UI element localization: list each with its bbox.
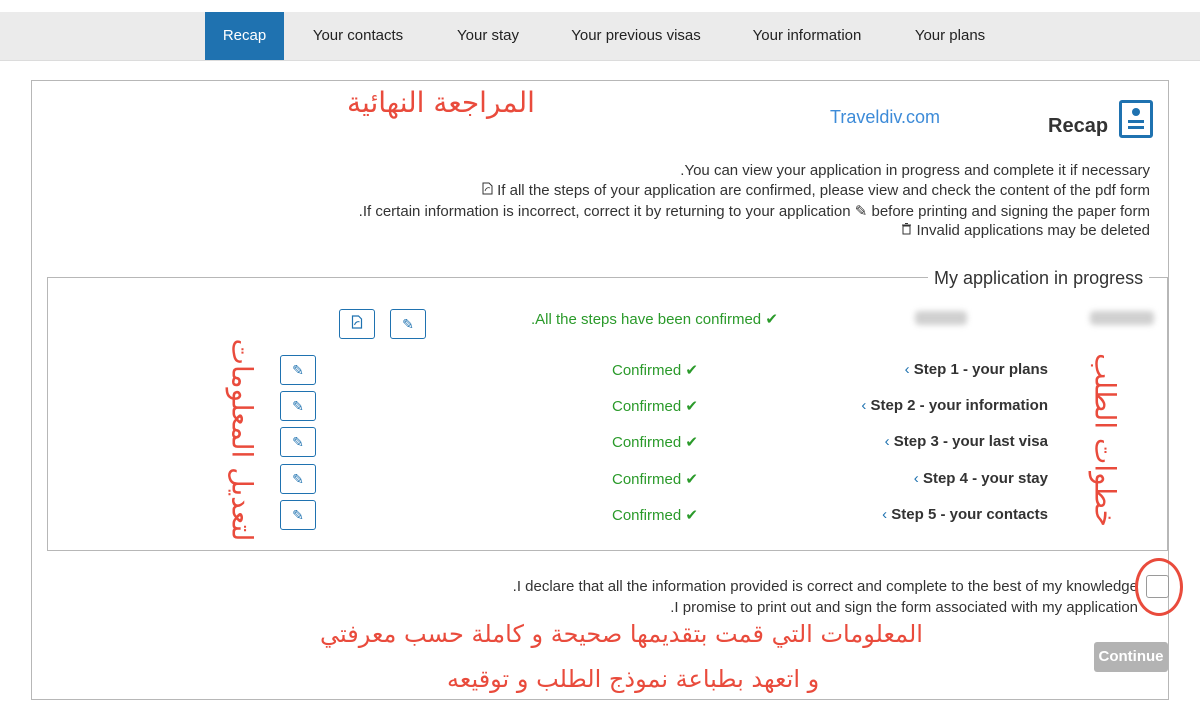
annotation-circle (1135, 558, 1183, 616)
view-pdf-button[interactable] (339, 309, 375, 339)
blurred-text (915, 311, 967, 325)
tab-your-stay[interactable]: Your stay (457, 27, 519, 44)
pencil-icon: ✎ (402, 316, 414, 332)
pencil-icon: ✎ (292, 362, 304, 378)
chevron-left-icon: ‹ (861, 397, 867, 414)
step-2-status: Confirmed ✔ (612, 398, 698, 415)
check-icon: ✔ (685, 471, 698, 488)
annotation-request-steps: خطوات الطلب (1088, 353, 1122, 527)
check-icon: ✔ (685, 434, 698, 451)
intro-line-1: .You can view your application in progress and complete it if necessary (680, 162, 1150, 179)
continue-button[interactable]: Continue (1094, 642, 1168, 672)
pencil-icon: ✎ (854, 203, 868, 220)
pencil-icon: ✎ (292, 471, 304, 487)
id-card-icon (1119, 100, 1153, 138)
pdf-icon (351, 316, 363, 332)
edit-step-4-button[interactable] (280, 464, 316, 494)
chevron-left-icon: ‹ (884, 433, 890, 450)
application-legend: My application in progress (928, 268, 1149, 289)
chevron-left-icon: ‹ (904, 361, 910, 378)
edit-application-button[interactable] (390, 309, 426, 339)
check-icon: ✔ (685, 398, 698, 415)
step-5-label[interactable]: ‹ Step 5 - your contacts (882, 506, 1048, 523)
annotation-edit-info: لتعديل المعلومات (225, 338, 259, 542)
pencil-icon: ✎ (292, 507, 304, 523)
page-title: Recap (1048, 115, 1109, 137)
edit-step-5-button[interactable] (280, 500, 316, 530)
tab-your-contacts[interactable]: Your contacts (312, 27, 404, 44)
intro-line-4: Invalid applications may be deleted (901, 222, 1150, 239)
pencil-icon: ✎ (292, 398, 304, 414)
step-5-status: Confirmed ✔ (612, 507, 698, 524)
chevron-left-icon: ‹ (913, 470, 919, 487)
step-4-label[interactable]: ‹ Step 4 - your stay (913, 470, 1048, 487)
pencil-icon: ✎ (292, 434, 304, 450)
blurred-text (1090, 311, 1154, 325)
step-1-status: Confirmed ✔ (612, 362, 698, 379)
top-nav (0, 12, 1200, 61)
tab-your-plans[interactable]: Your plans (914, 27, 986, 44)
step-3-status: Confirmed ✔ (612, 434, 698, 451)
annotation-final-review: المراجعة النهائية (347, 86, 535, 119)
all-confirmed-message: .All the steps have been confirmed ✔ (531, 311, 778, 328)
edit-step-2-button[interactable] (280, 391, 316, 421)
intro-line-2: If all the steps of your application are confirmed, please view and check the content of the pdf form (482, 182, 1150, 199)
tab-your-information[interactable]: Your information (752, 27, 862, 44)
tab-your-previous-visas[interactable]: Your previous visas (571, 27, 701, 44)
step-2-label[interactable]: ‹ Step 2 - your information (861, 397, 1048, 414)
annotation-info-correct: المعلومات التي قمت بتقديمها صحيحة و كاملة حسب معرفتي (320, 620, 923, 648)
trash-icon (901, 222, 916, 239)
edit-step-3-button[interactable] (280, 427, 316, 457)
check-icon: ✔ (685, 362, 698, 379)
declaration-line-1: .I declare that all the information provided is correct and complete to the best of my knowledge (512, 578, 1138, 595)
declaration-line-2: .I promise to print out and sign the form associated with my application (670, 599, 1138, 616)
intro-line-3: .If certain information is incorrect, correct it by returning to your application ✎ before printing and signing the paper form (358, 203, 1150, 220)
annotation-promise-sign: و اتعهد بطباعة نموذج الطلب و توقيعه (447, 665, 820, 693)
watermark: Traveldiv.com (830, 107, 941, 127)
pdf-icon (482, 182, 497, 199)
check-icon: ✔ (765, 311, 778, 328)
tab-recap[interactable]: Recap (205, 12, 284, 60)
chevron-left-icon: ‹ (882, 506, 888, 523)
step-1-label[interactable]: ‹ Step 1 - your plans (904, 361, 1048, 378)
step-4-status: Confirmed ✔ (612, 471, 698, 488)
check-icon: ✔ (685, 507, 698, 524)
step-3-label[interactable]: ‹ Step 3 - your last visa (884, 433, 1048, 450)
edit-step-1-button[interactable] (280, 355, 316, 385)
